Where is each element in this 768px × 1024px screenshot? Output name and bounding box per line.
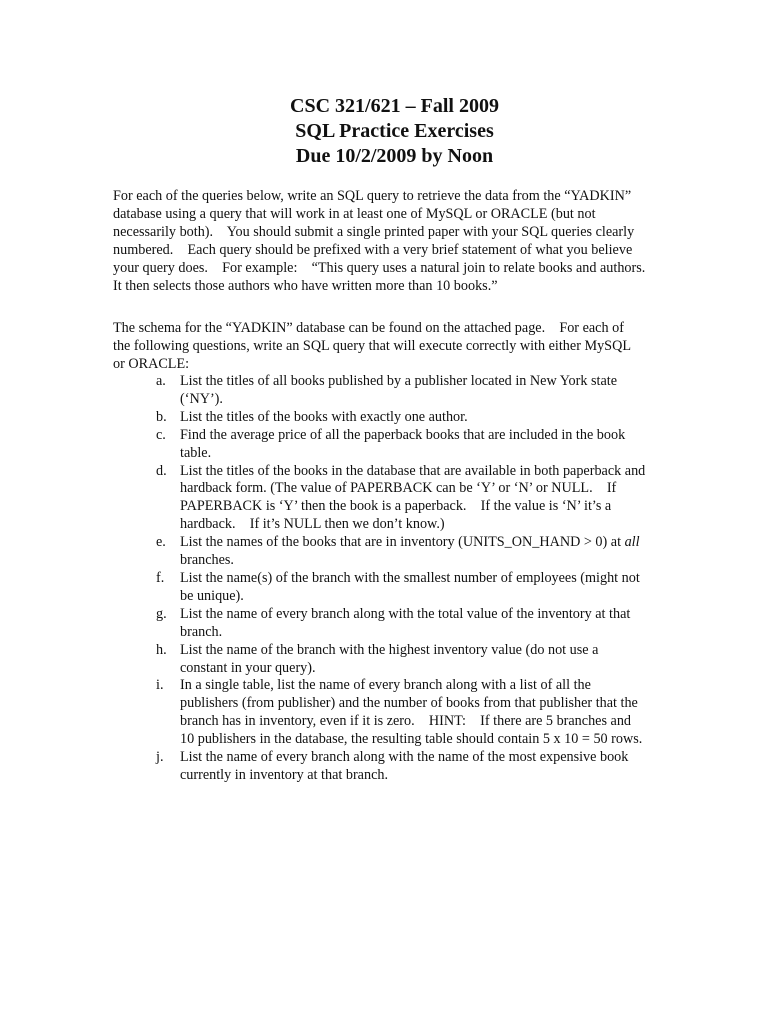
document-title xyxy=(0,94,768,169)
question-marker: a. xyxy=(156,373,166,389)
question-text-line: List the titles of the books in the database that are available in both paperback and xyxy=(180,462,646,479)
question-marker: h. xyxy=(156,641,167,658)
question-item-e xyxy=(113,534,693,570)
question-marker: d. xyxy=(156,462,167,479)
question-text-line: PAPERBACK is ‘Y’ then the book is a paperback. If the value is ‘N’ it’s a xyxy=(180,498,612,515)
question-text-line: branches. xyxy=(180,552,234,569)
question-text-line: List the titles of all books published by a publisher located in New York state xyxy=(180,373,617,389)
question-marker: i. xyxy=(156,677,164,694)
schema-line: The schema for the “YADKIN” database can be found on the attached page. For each of xyxy=(113,320,624,336)
question-text-line: hardback form. (The value of PAPERBACK can be ‘Y’ or ‘N’ or NULL. If xyxy=(180,480,617,497)
question-text-line: table. xyxy=(180,444,212,461)
question-item-f xyxy=(113,570,693,606)
question-text-line: currently in inventory at that branch. xyxy=(180,766,389,783)
question-item-a xyxy=(113,373,693,409)
intro-line: It then selects those authors who have written more than 10 books.” xyxy=(113,277,498,294)
course-title: CSC 321/621 – Fall 2009 xyxy=(290,95,499,117)
question-text-line: be unique). xyxy=(180,587,244,604)
due-date: Due 10/2/2009 by Noon xyxy=(295,145,494,167)
question-text-line: In a single table, list the name of every branch along with a list of all the xyxy=(180,677,591,694)
question-marker: b. xyxy=(156,408,167,425)
question-text-line: List the name of every branch along with the total value of the inventory at that xyxy=(180,605,631,622)
intro-line: database using a query that will work in at least one of MySQL or ORACLE (but not xyxy=(113,205,596,222)
question-text-line xyxy=(180,534,693,552)
question-text-line: List the name of the branch with the highest inventory value (do not use a xyxy=(180,641,599,658)
question-item-g xyxy=(113,606,693,642)
question-text-line: publishers (from publisher) and the number of books from that publisher that the xyxy=(180,695,638,712)
question-text-line: List the name(s) of the branch with the smallest number of employees (might not xyxy=(180,569,640,586)
question-text-line: constant in your query). xyxy=(180,659,316,676)
emphasis-text: all xyxy=(624,534,640,551)
question-marker: f. xyxy=(156,569,165,586)
question-text-line: hardback. If it’s NULL then we don’t know.) xyxy=(180,516,445,533)
question-item-j xyxy=(113,749,693,785)
question-text-line: List the titles of the books with exactly one author. xyxy=(180,408,468,425)
question-marker: g. xyxy=(156,605,167,622)
intro-line: your query does. For example: “This query uses a natural join to relate books and authors. xyxy=(113,259,646,276)
question-text-line: (‘NY’). xyxy=(180,390,223,407)
question-item-d xyxy=(113,463,693,535)
question-list xyxy=(113,373,693,785)
intro-line: numbered. Each query should be prefixed with a very brief statement of what you believe xyxy=(113,241,633,258)
question-item-h xyxy=(113,642,693,678)
question-item-c xyxy=(113,427,693,463)
question-marker: c. xyxy=(156,426,166,443)
question-item-i xyxy=(113,677,693,749)
question-text-line: Find the average price of all the paperback books that are included in the book xyxy=(180,426,626,443)
schema-line: the following questions, write an SQL query that will execute correctly with either MySQL xyxy=(113,337,631,354)
question-item-b xyxy=(113,409,693,427)
assignment-title: SQL Practice Exercises xyxy=(295,120,494,142)
question-marker: e. xyxy=(156,534,166,551)
schema-paragraph xyxy=(113,320,693,374)
intro-line: necessarily both). You should submit a single printed paper with your SQL queries clearly xyxy=(113,223,635,240)
question-text-line: List the name of every branch along with the name of the most expensive book xyxy=(180,749,629,766)
question-text-line: 10 publishers in the database, the resulting table should contain 5 x 10 = 50 rows. xyxy=(180,731,643,748)
intro-paragraph xyxy=(113,188,693,295)
question-marker: j. xyxy=(156,749,164,766)
question-text-segment: List the names of the books that are in inventory (UNITS_ON_HAND > 0) at xyxy=(180,534,625,551)
schema-line: or ORACLE: xyxy=(113,355,190,372)
intro-line: For each of the queries below, write an SQL query to retrieve the data from the “YADKIN” xyxy=(113,188,632,204)
question-text-line: branch. xyxy=(180,623,223,640)
question-text-line: branch has in inventory, even if it is zero. HINT: If there are 5 branches and xyxy=(180,713,632,730)
